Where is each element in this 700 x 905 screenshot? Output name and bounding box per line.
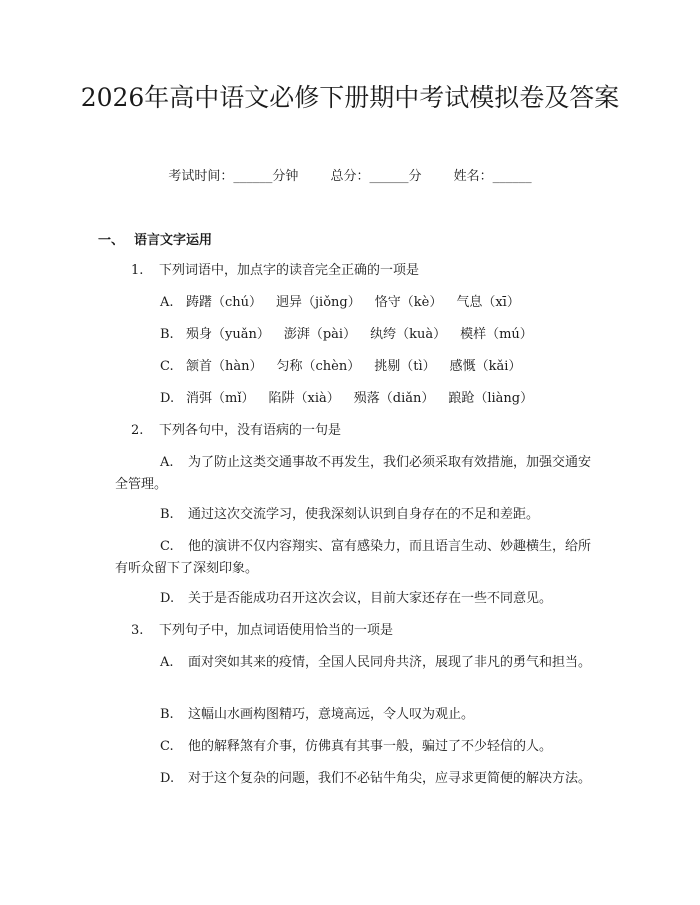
option-text: 通过这次交流学习，使我深刻认识到自身存在的不足和差距。: [188, 507, 540, 522]
option-word: 恪守（kè）: [374, 295, 443, 310]
option-word: 挑剔（tì）: [374, 359, 436, 374]
option-word: 殒落（diǎn）: [353, 391, 435, 406]
option-word: 匀称（chèn）: [276, 359, 361, 374]
option-word: 殒身（yuǎn）: [186, 327, 270, 342]
question-text: 下列句子中，加点词语使用恰当的一项是: [159, 623, 394, 638]
option-letter: B.: [160, 507, 174, 522]
question-number: 3.: [131, 623, 144, 638]
question-text: 下列各句中，没有语病的一句是: [159, 423, 342, 438]
question-number: 1.: [131, 263, 144, 278]
q3-option-c: [115, 736, 593, 758]
section-title: 语言文字运用: [134, 233, 213, 248]
option-text: 他的演讲不仅内容翔实、富有感染力，而且语言生动、妙趣横生，给所有听众留下了深刻印象。: [115, 539, 592, 576]
option-letter: D.: [160, 591, 175, 606]
option-word: 颔首（hàn）: [186, 359, 263, 374]
section-heading: [98, 231, 212, 251]
option-word: 消弭（mǐ）: [186, 391, 255, 406]
q1-option-a: [160, 293, 534, 313]
option-text: 他的解释煞有介事，仿佛真有其事一般，骗过了不少轻信的人。: [188, 739, 553, 754]
exam-time-field: 考试时间：______分钟: [168, 169, 299, 184]
option-word: 纨绔（kuà）: [370, 327, 447, 342]
option-text: 关于是否能成功召开这次会议，目前大家还存在一些不同意见。: [188, 591, 553, 606]
option-letter: A.: [160, 655, 174, 670]
q3-option-a: [115, 652, 593, 674]
question-3-stem: [131, 621, 393, 641]
option-letter: C.: [160, 539, 174, 554]
option-text: 面对突如其来的疫情，全国人民同舟共济，展现了非凡的勇气和担当。: [188, 655, 592, 670]
option-letter: C.: [160, 739, 174, 754]
option-letter: B.: [160, 707, 174, 722]
option-word: 模样（mú）: [460, 327, 533, 342]
q2-option-d: [115, 588, 593, 610]
option-word: 迥异（jiǒng）: [276, 295, 361, 310]
option-letter: C.: [160, 359, 174, 374]
option-word: 陷阱（xià）: [268, 391, 340, 406]
q2-option-b: [115, 504, 593, 526]
question-text: 下列词语中，加点字的读音完全正确的一项是: [159, 263, 420, 278]
question-2-stem: [131, 421, 341, 441]
total-score-field: 总分：______分: [330, 169, 422, 184]
option-word: 气息（xī）: [456, 295, 520, 310]
option-word: 感慨（kǎi）: [449, 359, 522, 374]
exam-meta: [0, 167, 700, 187]
q3-option-d: [115, 768, 593, 790]
section-number: 一、: [98, 233, 125, 248]
page-title: 2026年高中语文必修下册期中考试模拟卷及答案: [80, 83, 620, 112]
q1-option-c: [160, 357, 535, 377]
question-number: 2.: [131, 423, 144, 438]
option-letter: A.: [160, 295, 174, 310]
q1-option-d: [160, 389, 547, 409]
option-word: 踉跄（liàng）: [448, 391, 534, 406]
q2-option-c: [115, 536, 593, 580]
q3-option-b: [115, 704, 593, 726]
option-letter: B.: [160, 327, 174, 342]
student-name-field: 姓名：______: [453, 169, 532, 184]
option-letter: D.: [160, 771, 175, 786]
option-letter: D.: [160, 391, 175, 406]
option-word: 澎湃（pài）: [283, 327, 357, 342]
question-1-stem: [131, 261, 419, 281]
option-text: 这幅山水画构图精巧，意境高远，令人叹为观止。: [188, 707, 475, 722]
q1-option-b: [160, 325, 547, 345]
option-text: 为了防止这类交通事故不再发生，我们必须采取有效措施，加强交通安全管理。: [115, 455, 592, 492]
option-word: 踌躇（chú）: [186, 295, 263, 310]
option-letter: A.: [160, 455, 174, 470]
q2-option-a: [115, 452, 593, 496]
option-text: 对于这个复杂的问题，我们不必钻牛角尖，应寻求更简便的解决方法。: [188, 771, 592, 786]
